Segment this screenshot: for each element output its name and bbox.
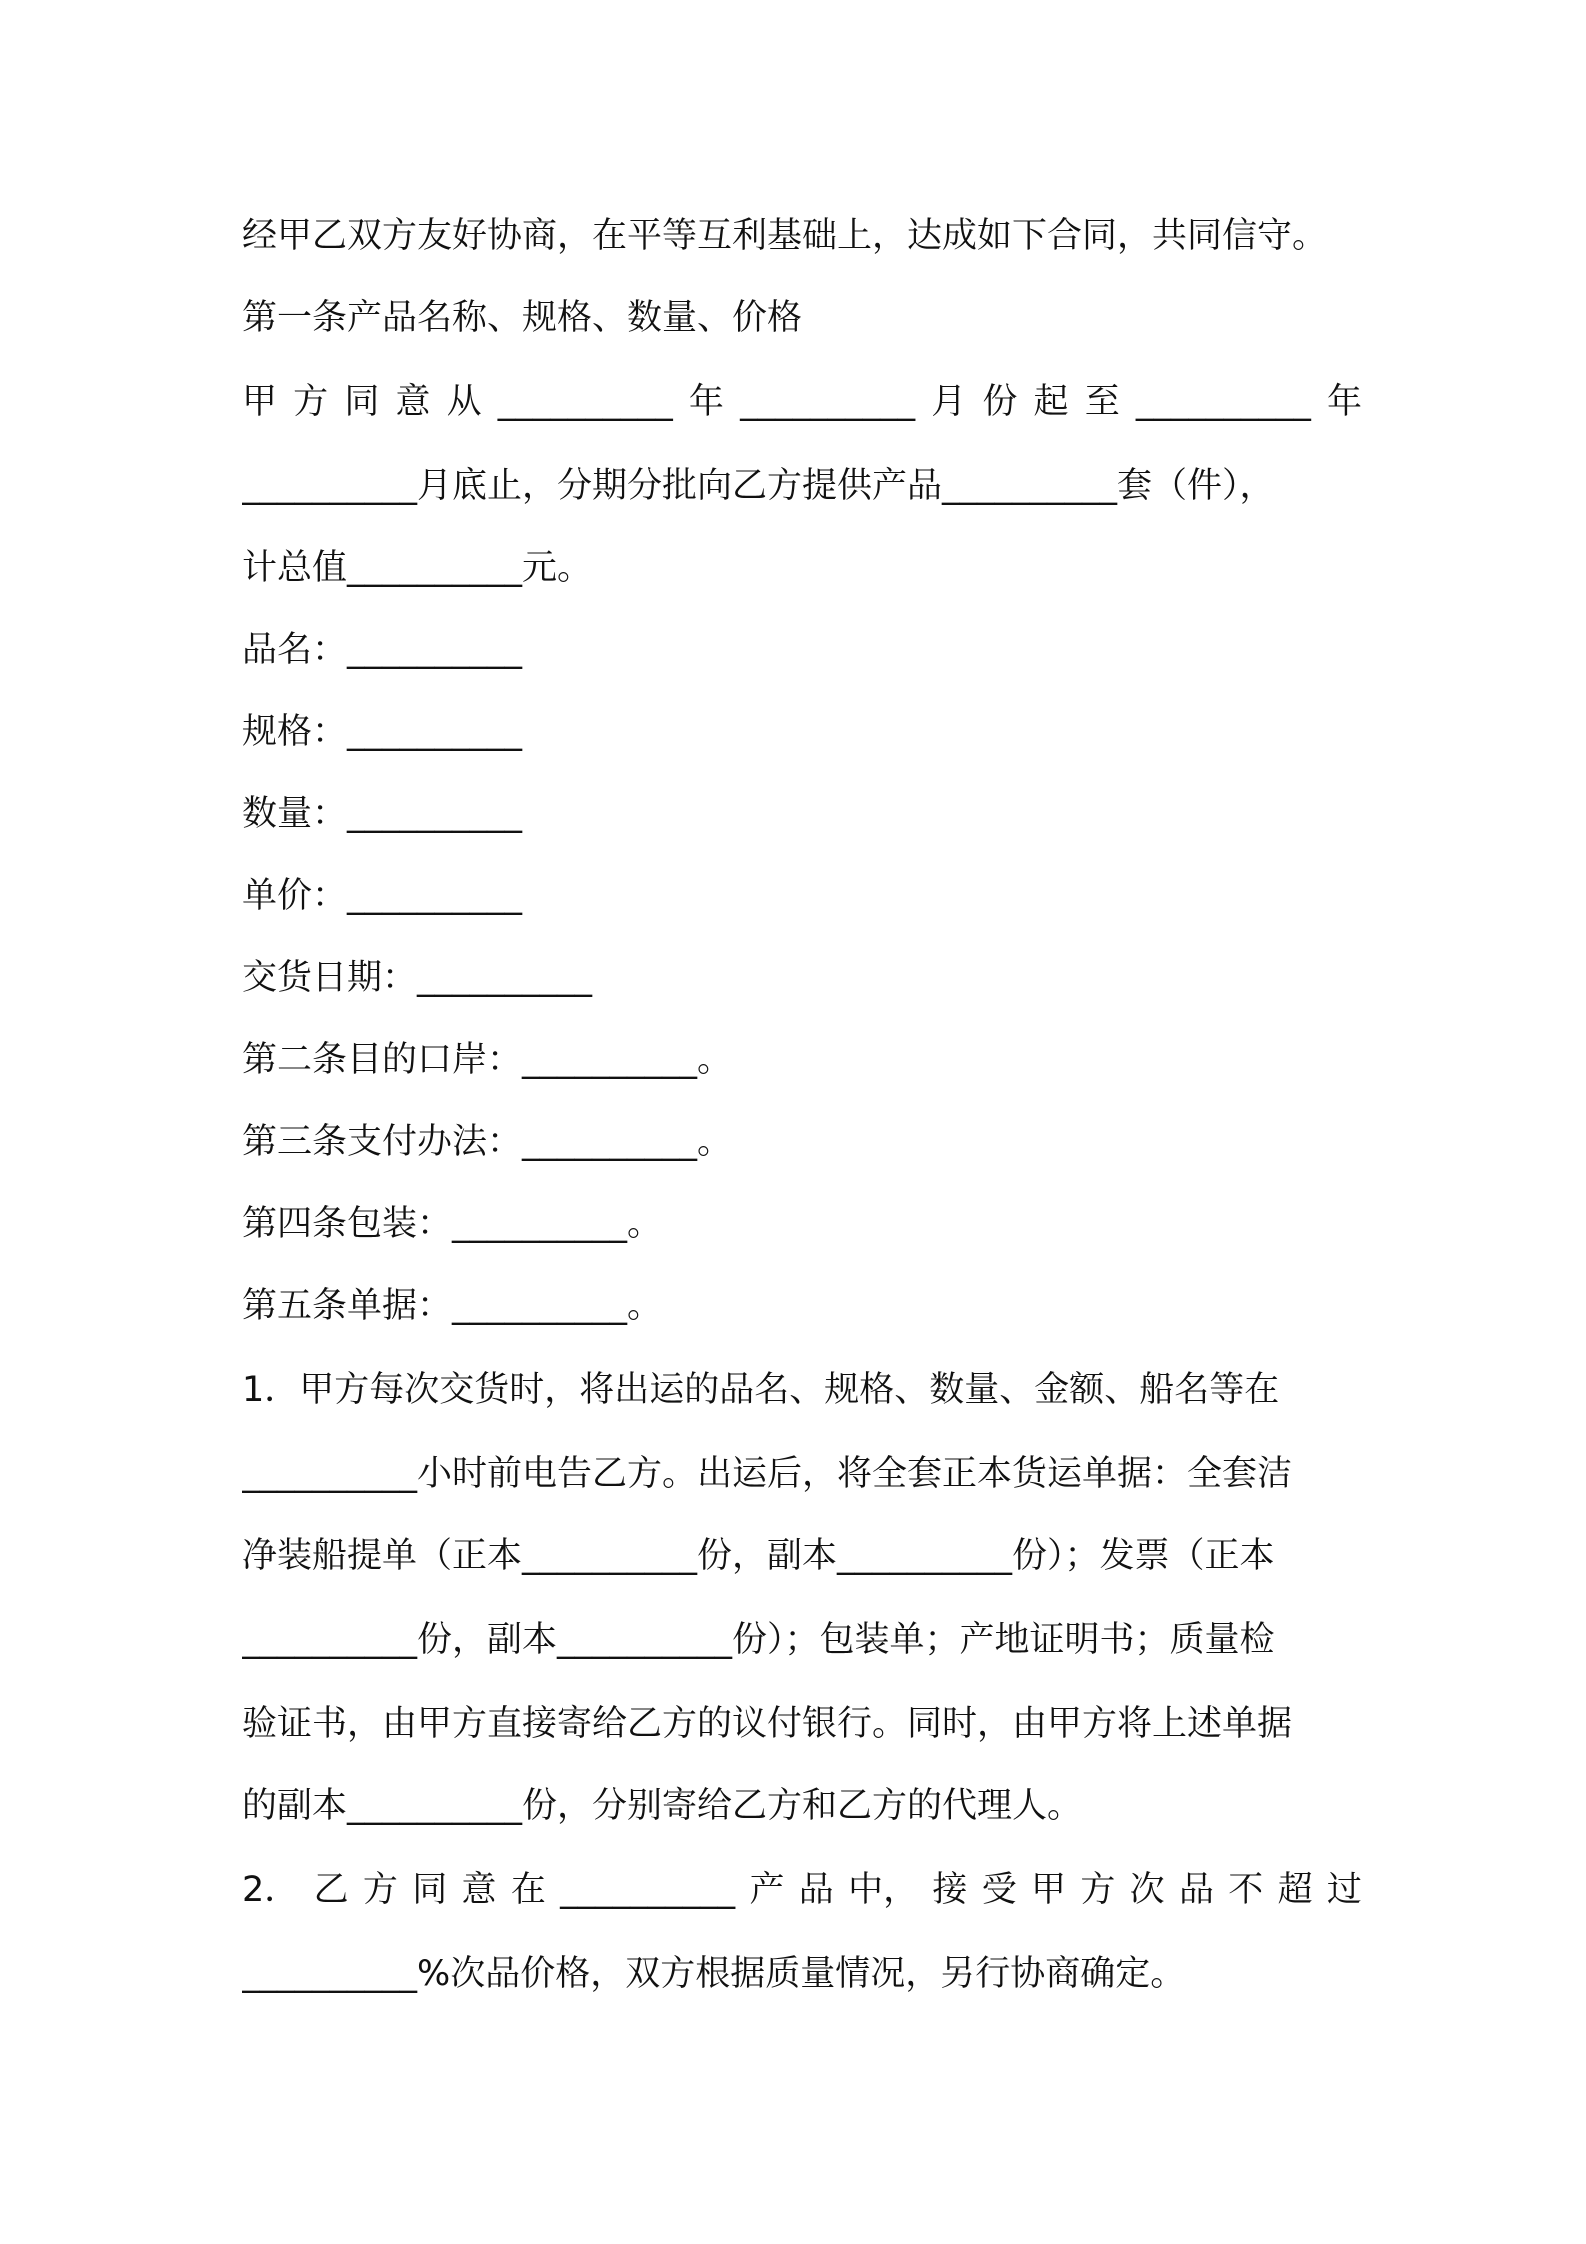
article-1-paragraph-line-3: 计总值__________元。	[242, 548, 593, 588]
text-fragment: 从	[446, 382, 482, 422]
article-1-paragraph-line-1	[242, 378, 1362, 426]
text-fragment: 不	[1228, 1870, 1264, 1910]
item-1-line-4: __________份，副本__________份）；包装单；产地证明书；质量检	[242, 1620, 1275, 1660]
text-fragment: 意	[461, 1870, 497, 1910]
item-2-line-1	[242, 1866, 1362, 1914]
text-fragment: 同	[344, 382, 380, 422]
item-1-line-2: __________小时前电告乙方。出运后，将全套正本货运单据：全套洁	[242, 1454, 1293, 1494]
item-1-line-5: 验证书，由甲方直接寄给乙方的议付银行。同时，由甲方将上述单据	[242, 1704, 1293, 1744]
text-fragment: 接	[932, 1870, 968, 1910]
field-delivery-date: 交货日期：__________	[242, 958, 593, 998]
text-fragment: 方	[362, 1870, 398, 1910]
text-fragment: 月	[931, 382, 967, 422]
text-fragment: 起	[1033, 382, 1069, 422]
text-fragment: 方	[1080, 1870, 1116, 1910]
text-fragment: 2．	[242, 1870, 300, 1910]
text-fragment: 超	[1277, 1870, 1313, 1910]
blank-field: __________	[497, 382, 673, 422]
text-fragment: 至	[1084, 382, 1120, 422]
text-fragment: 甲	[1031, 1870, 1067, 1910]
field-unit-price: 单价：__________	[242, 876, 523, 916]
article-1-paragraph-line-2: __________月底止，分期分批向乙方提供产品__________套（件），	[242, 466, 1275, 506]
article-5: 第五条单据：__________。	[242, 1286, 663, 1326]
text-fragment: 方	[293, 382, 329, 422]
article-3: 第三条支付办法：__________。	[242, 1122, 733, 1162]
text-fragment: 过	[1326, 1870, 1362, 1910]
field-spec: 规格：__________	[242, 712, 523, 752]
item-1-line-6: 的副本__________份，分别寄给乙方和乙方的代理人。	[242, 1786, 1083, 1826]
text-fragment: 中，	[848, 1870, 919, 1910]
text-fragment: 品	[798, 1870, 834, 1910]
article-1-title: 第一条产品名称、规格、数量、价格	[242, 298, 803, 338]
text-fragment: 甲	[242, 382, 278, 422]
text-fragment: 乙	[313, 1870, 349, 1910]
text-fragment: 意	[395, 382, 431, 422]
item-2-line-2: __________%次品价格，双方根据质量情况，另行协商确定。	[242, 1954, 1186, 1994]
text-fragment: 年	[1326, 382, 1362, 422]
field-quantity: 数量：__________	[242, 794, 523, 834]
text-fragment: 品	[1178, 1870, 1214, 1910]
item-1-line-1: 1．甲方每次交货时，将出运的品名、规格、数量、金额、船名等在	[242, 1370, 1280, 1410]
text-fragment: 受	[981, 1870, 1017, 1910]
text-fragment: 年	[688, 382, 724, 422]
text-fragment: 产	[749, 1870, 785, 1910]
blank-field: __________	[740, 382, 916, 422]
text-fragment: 在	[510, 1870, 546, 1910]
item-1-line-3: 净装船提单（正本__________份，副本__________份）；发票（正本	[242, 1536, 1275, 1576]
text-fragment: 同	[412, 1870, 448, 1910]
blank-field: __________	[560, 1870, 736, 1910]
blank-field: __________	[1135, 382, 1311, 422]
article-4: 第四条包装：__________。	[242, 1204, 663, 1244]
article-2: 第二条目的口岸：__________。	[242, 1040, 733, 1080]
text-fragment: 次	[1129, 1870, 1165, 1910]
contract-intro: 经甲乙双方友好协商，在平等互利基础上，达成如下合同，共同信守。	[242, 216, 1328, 256]
text-fragment: 份	[982, 382, 1018, 422]
field-product-name: 品名：__________	[242, 630, 523, 670]
